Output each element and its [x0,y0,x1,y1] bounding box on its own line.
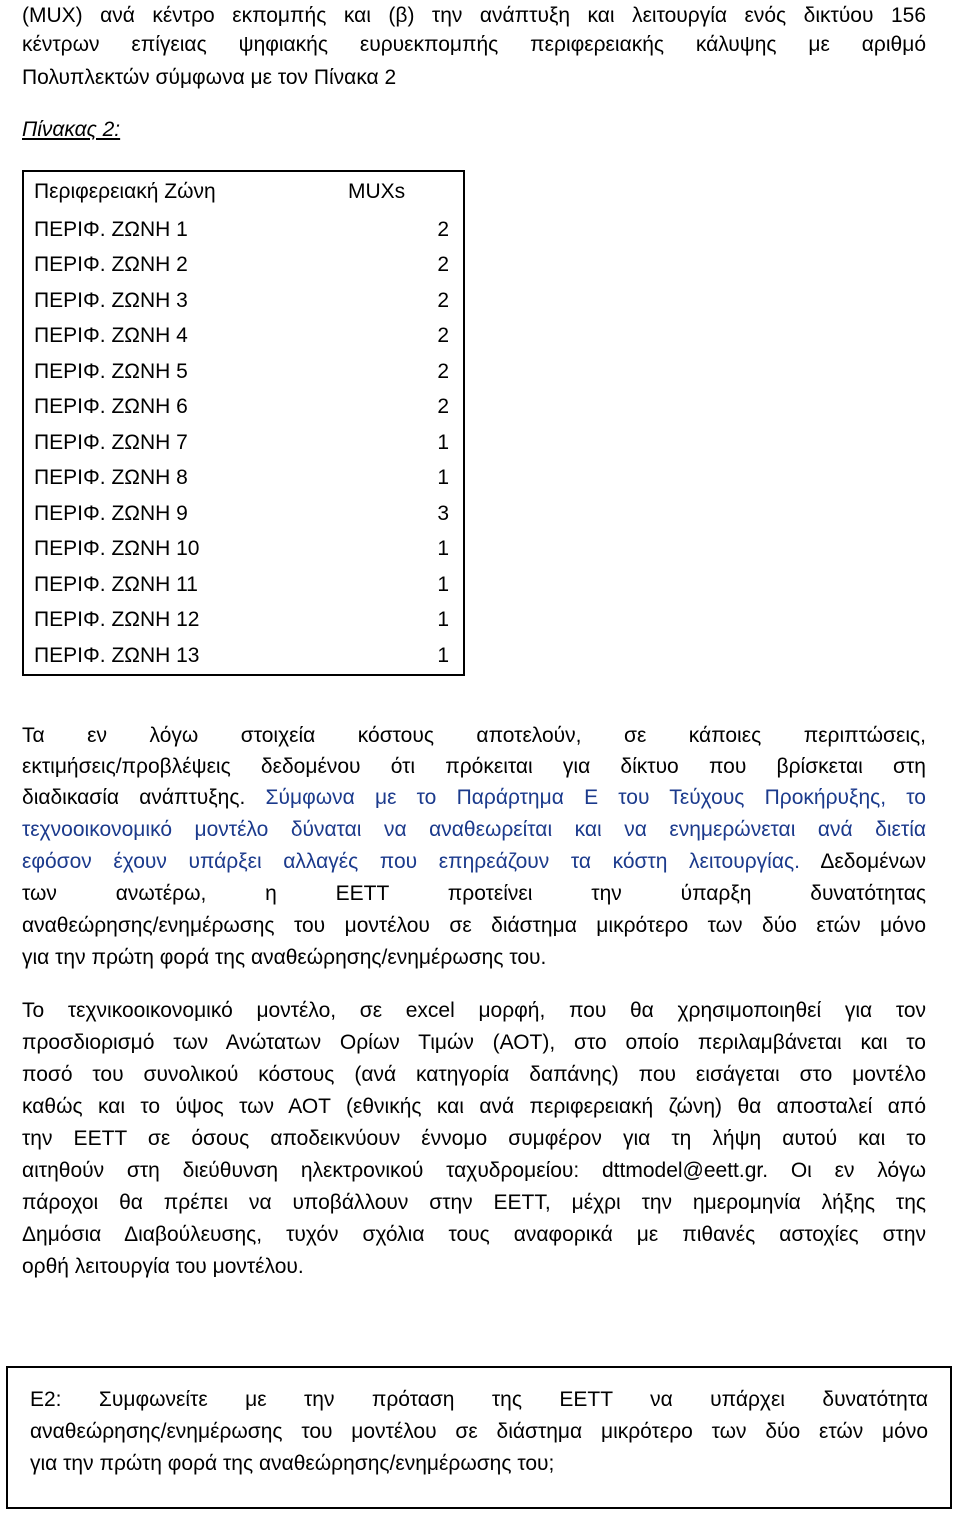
intro-line-2: κέντρων επίγειας ψηφιακής ευρυεκπομπής περιφερειακής κάλυψης με αριθμό [22,33,926,56]
mux-count-cell: 1 [437,430,449,454]
table-row [23,319,464,355]
question-box [6,1366,952,1509]
table-row [23,354,464,390]
zone-cell: ΠΕΡΙΦ. ΖΩΝΗ 13 [34,643,200,667]
table-row [23,425,464,461]
para2-line-3: ποσό του συνολικού κόστους (ανά κατηγορία δαπάνης) που εισάγεται στο μοντέλο [22,1063,926,1086]
para1-line-1: Τα εν λόγω στοιχεία κόστους αποτελούν, σε κάποιες περιπτώσεις, [22,724,926,747]
table-header-row [23,171,464,212]
zone-cell: ΠΕΡΙΦ. ΖΩΝΗ 9 [34,501,188,525]
zone-cell: ΠΕΡΙΦ. ΖΩΝΗ 3 [34,288,188,312]
zone-cell: ΠΕΡΙΦ. ΖΩΝΗ 1 [34,217,188,241]
para2-line-9: ορθή λειτουργία του μοντέλου. [22,1255,304,1278]
column-header-muxs: MUXs [348,180,406,203]
para1-line-6: των ανωτέρω, η ΕΕΤΤ προτείνει την ύπαρξη δυνατότητας [22,882,926,905]
para1-line-3-start: διαδικασία ανάπτυξης. [22,786,266,809]
para2-line-1: Το τεχνικοοικονομικό μοντέλο, σε excel μορφή, που θα χρησιμοποιηθεί για τον [22,999,926,1022]
column-header-zone: Περιφερειακή Ζώνη [34,180,216,203]
zone-cell: ΠΕΡΙΦ. ΖΩΝΗ 5 [34,359,188,383]
para1-line-4: τεχνοοικονομικό μοντέλο δύναται να αναθεωρείται και να ενημερώνεται ανά διετία [22,818,926,841]
zone-cell: ΠΕΡΙΦ. ΖΩΝΗ 2 [34,253,188,277]
para1-line-7: αναθεώρησης/ενημέρωσης του μοντέλου σε διάστημα μικρότερο των δύο ετών μόνο [22,914,926,937]
question-line-2: αναθεώρησης/ενημέρωσης του μοντέλου σε διάστημα μικρότερο των δύο ετών μόνο [30,1420,928,1443]
para1-line-8: για την πρώτη φορά της αναθεώρησης/ενημέρωσης του. [22,946,547,969]
question-line-3: για την πρώτη φορά της αναθεώρησης/ενημέρωσης του; [30,1452,555,1475]
zone-cell: ΠΕΡΙΦ. ΖΩΝΗ 4 [34,324,188,348]
zone-cell: ΠΕΡΙΦ. ΖΩΝΗ 7 [34,430,188,454]
para1-line-5-highlight: εφόσον έχουν υπάρξει αλλαγές που επηρεάζουν τα κόστη λειτουργίας. [22,850,821,873]
mux-table [22,170,465,676]
table-row [23,567,464,603]
zone-cell: ΠΕΡΙΦ. ΖΩΝΗ 8 [34,466,188,490]
intro-line-3: Πολυπλεκτών σύμφωνα με τον Πίνακα 2 [22,66,397,89]
para1-line-5 [22,846,926,878]
table-row [23,461,464,497]
mux-count-cell: 2 [437,253,449,277]
zone-cell: ΠΕΡΙΦ. ΖΩΝΗ 6 [34,395,188,419]
table-caption: Πίνακας 2: [22,118,121,141]
mux-count-cell: 3 [437,501,449,525]
para1-line-5-end: Δεδομένων [820,850,926,873]
para2-line-4: καθώς και το ύψος των ΑΟΤ (εθνικής και ανά περιφερειακή ζώνη) θα αποσταλεί από [22,1095,926,1118]
question-line-1: Ε2: Συμφωνείτε με την πρόταση της ΕΕΤΤ να υπάρχει δυνατότητα [30,1388,928,1411]
zone-cell: ΠΕΡΙΦ. ΖΩΝΗ 10 [34,537,200,561]
mux-count-cell: 2 [437,395,449,419]
zone-cell: ΠΕΡΙΦ. ΖΩΝΗ 11 [34,572,198,596]
para2-line-2: προσδιορισμό των Ανώτατων Ορίων Τιμών (ΑΟΤ), στο οποίο περιλαμβάνεται και το [22,1031,926,1054]
para2-line-6: αιτηθούν στη διεύθυνση ηλεκτρονικού ταχυδρομείου: dttmodel@eett.gr. Οι εν λόγω [22,1159,926,1182]
table-row [23,212,464,248]
zone-cell: ΠΕΡΙΦ. ΖΩΝΗ 12 [34,608,200,632]
para1-line-3-highlight: Σύμφωνα με το Παράρτημα Ε του Τεύχους Προκήρυξης, το [265,786,926,809]
table-row [23,603,464,639]
table-row [23,638,464,675]
mux-count-cell: 1 [437,572,449,596]
table-row [23,390,464,426]
table-row [23,532,464,568]
para2-line-7: πάροχοι θα πρέπει να υποβάλλουν στην ΕΕΤΤ, μέχρι την ημερομηνία λήξης της [22,1191,926,1214]
mux-count-cell: 2 [437,324,449,348]
para1-line-2: εκτιμήσεις/προβλέψεις δεδομένου ότι πρόκειται για δίκτυο που βρίσκεται στη [22,755,926,778]
mux-count-cell: 1 [437,537,449,561]
mux-count-cell: 2 [437,359,449,383]
mux-count-cell: 1 [437,466,449,490]
para2-line-5: την ΕΕΤΤ σε όσους αποδεικνύουν έννομο συμφέρον για τη λήψη αυτού και το [22,1127,926,1150]
para1-line-3 [22,782,926,814]
table-row [23,283,464,319]
mux-count-cell: 2 [437,288,449,312]
mux-count-cell: 1 [437,608,449,632]
mux-count-cell: 2 [437,217,449,241]
intro-line-1: (MUX) ανά κέντρο εκπομπής και (β) την ανάπτυξη και λειτουργία ενός δικτύου 156 [22,4,926,27]
mux-count-cell: 1 [437,643,449,667]
table-row [23,248,464,284]
para2-line-8: Δημόσια Διαβούλευσης, τυχόν σχόλια τους αναφορικά με πιθανές αστοχίες στην [22,1223,926,1246]
table-row [23,496,464,532]
